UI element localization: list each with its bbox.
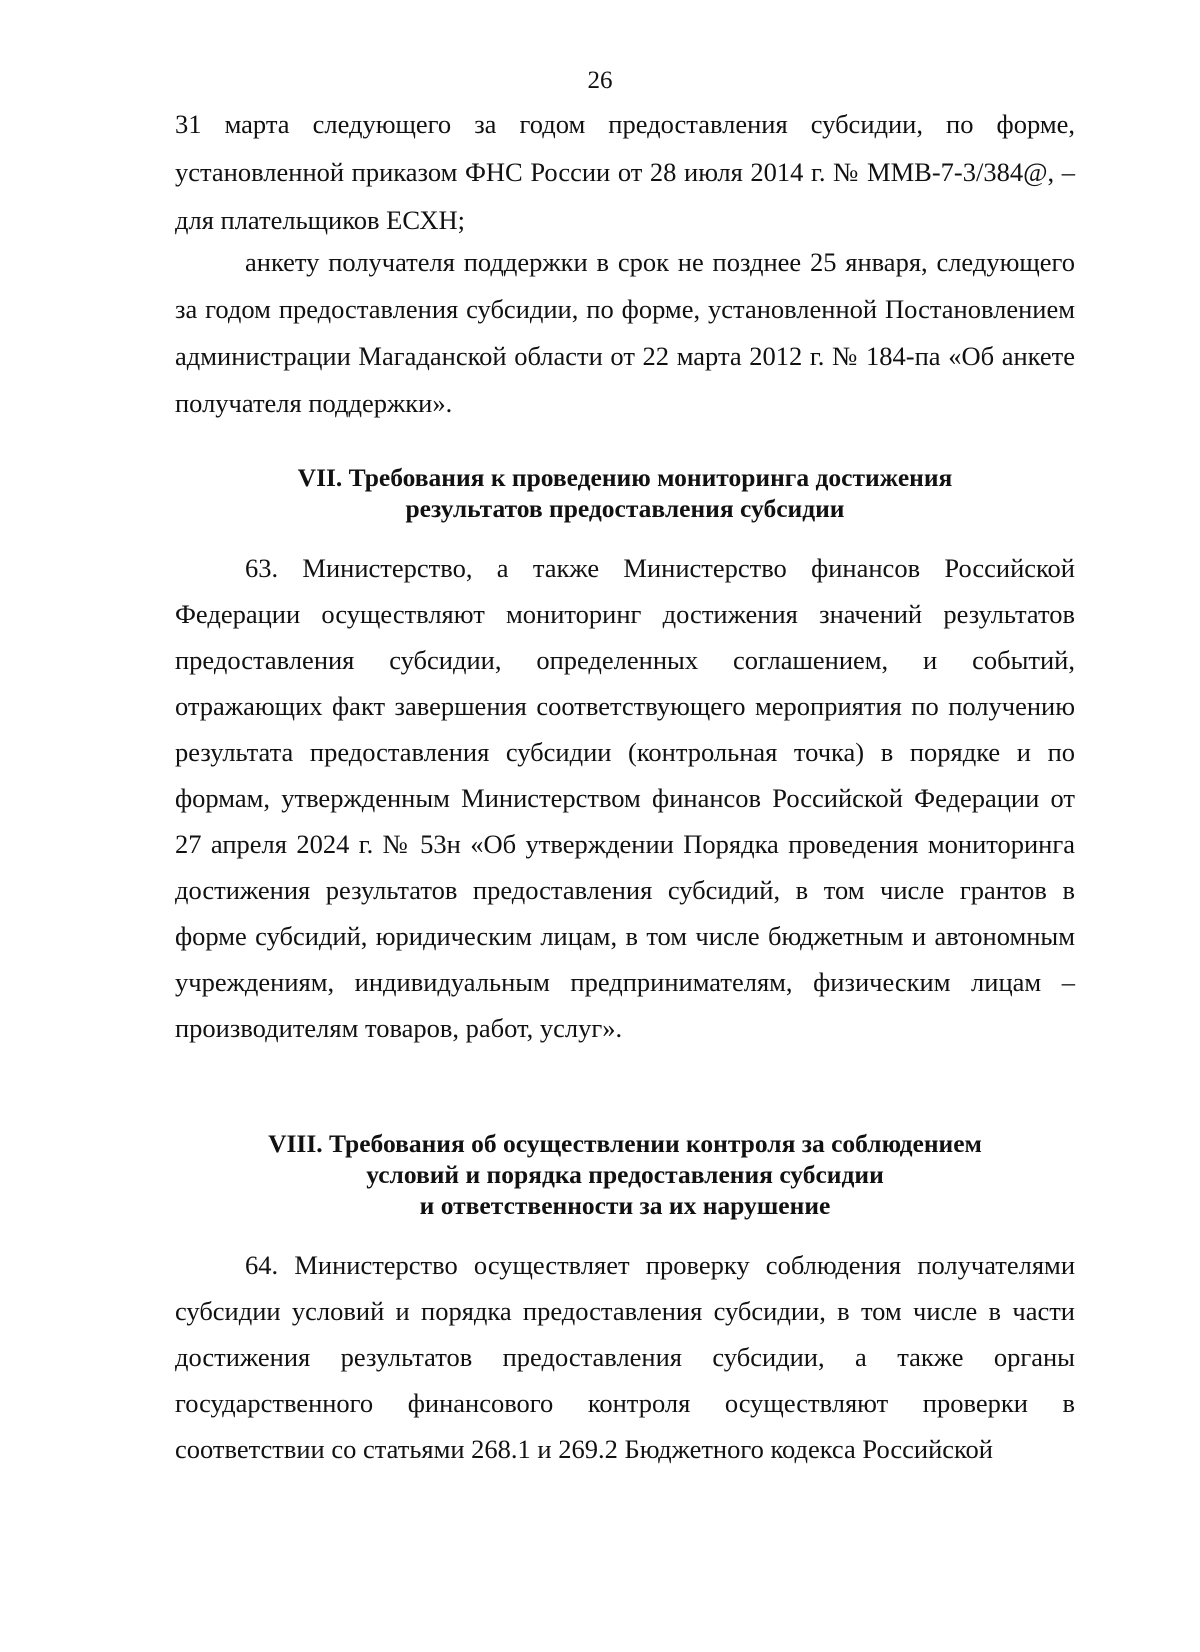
page-number: 26 <box>587 67 613 94</box>
paragraph-continuation <box>175 100 1075 244</box>
paragraph-esxn: 31 марта следующего за годом предоставления субсидии, по форме, установленной приказом ФНС России от 28 июля 2014 г. № ММВ-7-3/384@, – для плательщиков ЕСХН; <box>175 109 1075 235</box>
section-heading-viii-line-1: VIII. Требования об осуществлении контроля за соблюдением <box>268 1129 982 1158</box>
section-heading-vii-line-2: результатов предоставления субсидии <box>405 494 845 523</box>
section-heading-vii-line-1: VII. Требования к проведению мониторинга достижения <box>297 463 953 492</box>
section-heading-vii <box>175 462 1075 524</box>
paragraph-64: 64. Министерство осуществляет проверку соблюдения получателями субсидии условий и порядка предоставления субсидии, в том числе в части достижения результатов предоставления субсидии, а также органы государственного финансового контроля осуществляют проверки в соответствии со статьями 268.1 и 269.2 Бюджетного кодекса Российской <box>175 1250 1075 1464</box>
section-heading-viii <box>175 1128 1075 1221</box>
paragraph-questionnaire: анкету получателя поддержки в срок не позднее 25 января, следующего за годом предоставления субсидии, по форме, установленной Постановлением администрации Магаданской области от 22 марта 2012 г. № 184-па «Об анкете получателя поддержки». <box>175 247 1075 418</box>
paragraph-questionnaire-block <box>175 239 1075 427</box>
paragraph-64-block <box>175 1242 1075 1472</box>
paragraph-63-block <box>175 545 1075 1051</box>
section-heading-viii-line-3: и ответственности за их нарушение <box>419 1191 831 1220</box>
section-heading-viii-line-2: условий и порядка предоставления субсидии <box>366 1160 884 1189</box>
paragraph-63: 63. Министерство, а также Министерство финансов Российской Федерации осуществляют мониторинг достижения значений результатов предоставления субсидии, определенных соглашением, и событий, отражающих факт завершения соответствующего мероприятия по получению результата предоставления субсидии (контрольная точка) в порядке и по формам, утвержденным Министерством финансов Российской Федерации от 27 апреля 2024 г. № 53н «Об утверждении Порядка проведения мониторинга достижения результатов предоставления субсидий, в том числе грантов в форме субсидий, юридическим лицам, в том числе бюджетным и автономным учреждениям, индивидуальным предпринимателям, физическим лицам – производителям товаров, работ, услуг». <box>175 553 1075 1043</box>
